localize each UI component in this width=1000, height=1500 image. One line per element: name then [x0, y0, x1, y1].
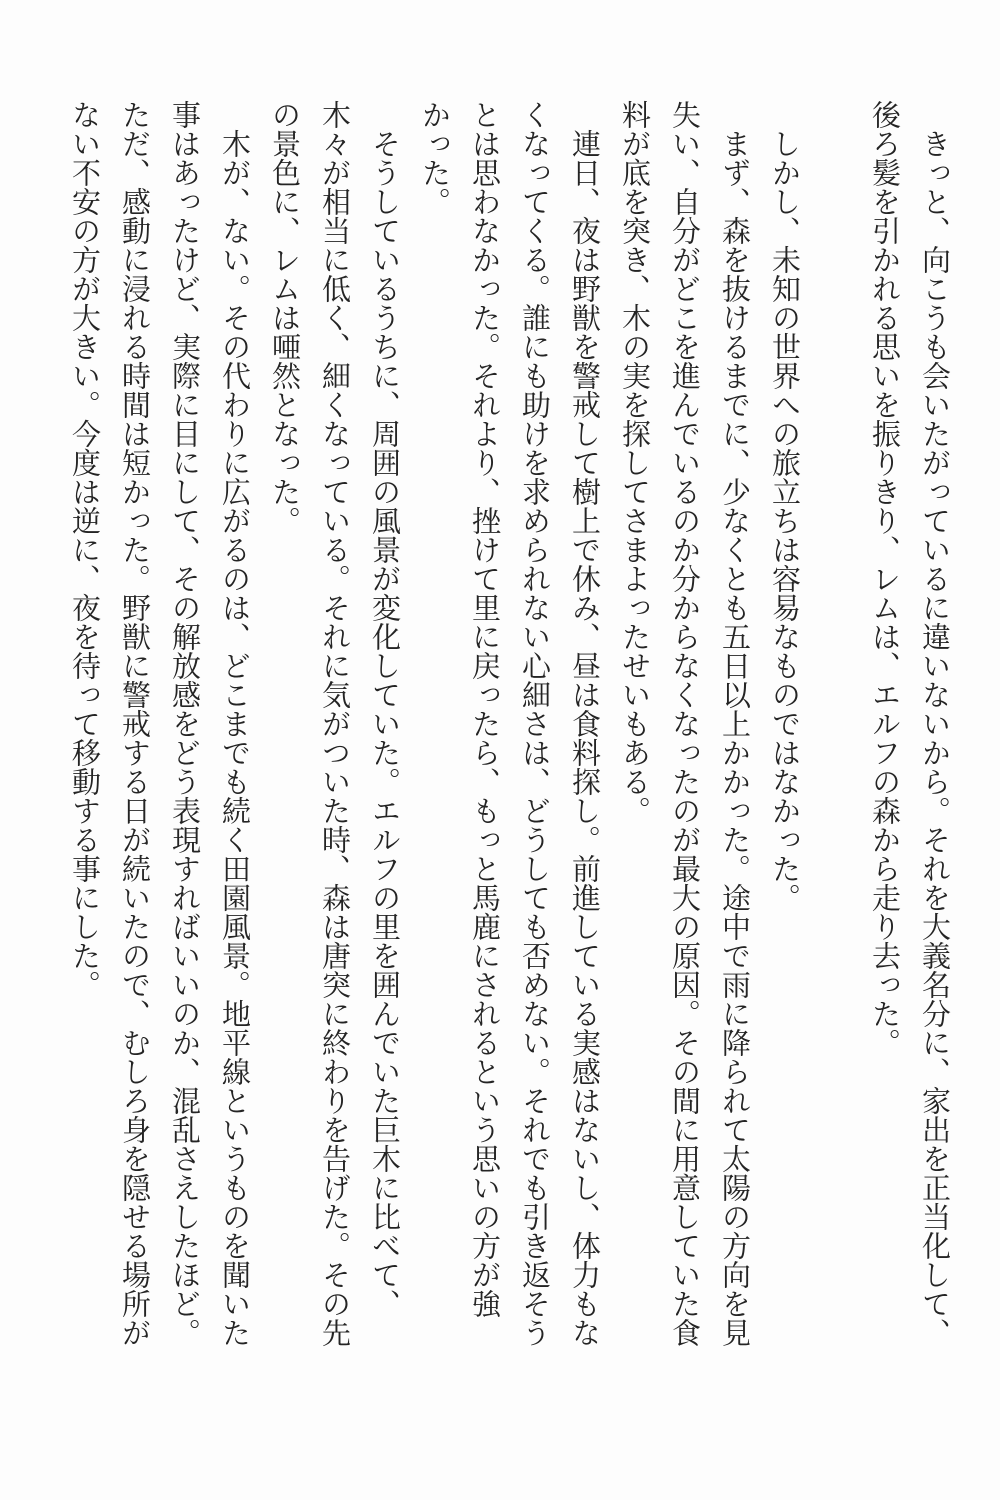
- text-column: くなってくる。誰にも助けを求められない心細さは、どうしても否めない。それでも引き返そう: [518, 100, 552, 1347]
- text-column: かった。: [418, 100, 452, 216]
- text-column: の景色に、レムは唖然となった。: [268, 100, 302, 535]
- text-column: 連日、夜は野獣を警戒して樹上で休み、昼は食料探し。前進している実感はないし、体力もな: [568, 100, 602, 1347]
- text-column: 料が底を突き、木の実を探してさまよったせいもある。: [618, 100, 652, 825]
- scene-break-blank-column: [810, 100, 860, 1400]
- text-column: ただ、感動に浸れる時間は短かった。野獣に警戒する日が続いたので、むしろ身を隠せる場所が: [118, 100, 152, 1347]
- page-text-block: [60, 100, 960, 1400]
- text-column: そうしているうちに、周囲の風景が変化していた。エルフの里を囲んでいた巨木に比べて、: [368, 100, 402, 1318]
- text-column: きっと、向こうも会いたがっているに違いないから。それを大義名分に、家出を正当化して、: [918, 100, 952, 1347]
- text-column: ない不安の方が大きい。今度は逆に、夜を待って移動する事にした。: [68, 100, 102, 999]
- text-column: 後ろ髪を引かれる思いを振りきり、レムは、エルフの森から走り去った。: [868, 100, 902, 1057]
- text-column: しかし、未知の世界への旅立ちは容易なものではなかった。: [768, 100, 802, 912]
- text-column: 木が、ない。その代わりに広がるのは、どこまでも続く田園風景。地平線というものを聞いた: [218, 100, 252, 1347]
- text-column: 失い、自分がどこを進んでいるのか分からなくなったのが最大の原因。その間に用意していた食: [668, 100, 702, 1347]
- text-column: 事はあったけど、実際に目にして、その解放感をどう表現すればいいのか、混乱さえしたほど。: [168, 100, 202, 1347]
- text-column: まず、森を抜けるまでに、少なくとも五日以上かかった。途中で雨に降られて太陽の方向を見: [718, 100, 752, 1347]
- text-column: とは思わなかった。それより、挫けて里に戻ったら、もっと馬鹿にされるという思いの方が強: [468, 100, 502, 1318]
- text-column: 木々が相当に低く、細くなっている。それに気がついた時、森は唐突に終わりを告げた。その先: [318, 100, 352, 1347]
